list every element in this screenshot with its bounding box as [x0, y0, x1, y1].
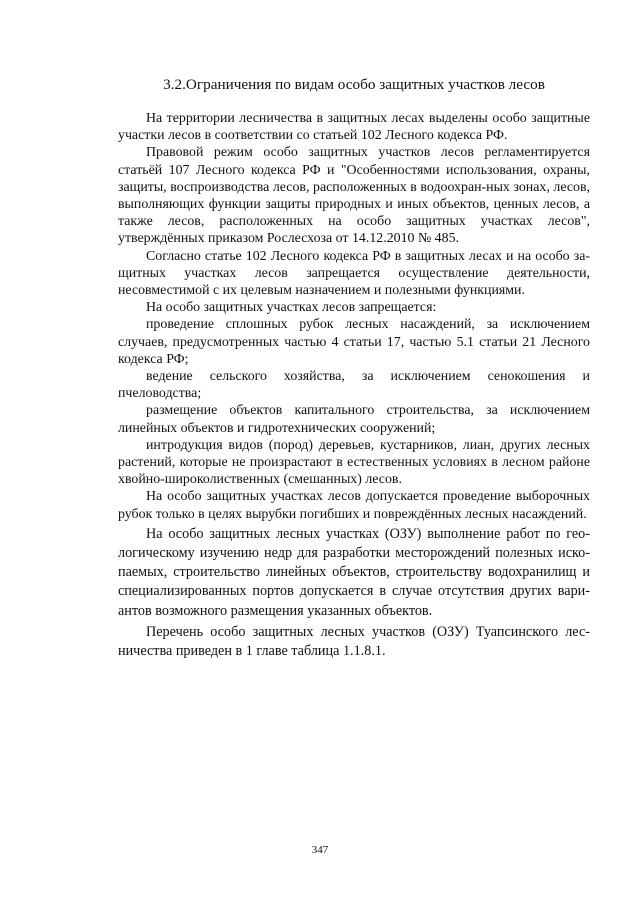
paragraph-article-102: Согласно статье 102 Лесного кодекса РФ в защитных лесах и на особо защитных участках лесов запрещается осуществление деятельности, несовместимой с их целевым назначением и полезными функциями. — [118, 248, 590, 299]
paragraph-selective-felling: На особо защитных участках лесов допускается проведение выборочных рубок только в целях вырубки погибших и повреждённых лесных насаждений. — [118, 489, 590, 522]
body-text — [118, 110, 590, 661]
page-number: 347 — [311, 844, 329, 856]
paragraph-ozu-list: Перечень особо защитных лесных участков (ОЗУ) Туапсинского лесничества приведен в 1 главе таблица 1.1.8.1. — [118, 623, 590, 660]
paragraph-forest-zones: На территории лесничества в защитных лесах выделены особо защитные участки лесов в соответствии со статьей 102 Лесного кодекса РФ. — [118, 111, 590, 144]
section-heading: 3.2.Ограничения по видам особо защитных участков лесов — [163, 76, 545, 93]
paragraph-prohibited-construction: размещение объектов капитального строительства, за исключением линейных объектов и гидротехнических сооружений; — [118, 403, 590, 436]
paragraph-prohibited-agriculture: ведение сельского хозяйства, за исключением сенокошения и пчеловодства; — [118, 369, 590, 402]
paragraph-prohibited-intro: На особо защитных участках лесов запрещается: — [146, 300, 437, 316]
paragraph-prohibited-clear-cutting: проведение сплошных рубок лесных насаждений, за исключением случаев, предусмотренных частью 4 статьи 17, частью 5.1 статьи 21 Лесного кодекса РФ; — [118, 317, 590, 367]
paragraph-prohibited-introduction: интродукция видов (пород) деревьев, кустарников, лиан, других лесных растений, которые не произрастают в естественных условиях в лесном районе хвойно-широколиственных (смешанных) лесов. — [118, 437, 590, 488]
paragraph-legal-regime: Правовой режим особо защитных участков лесов регламентируется статьёй 107 Лесного кодекса РФ и "Особенностями использования, охраны, защиты, воспроизводства лесов, расположенных в водоохран-ных зонах, лесов, выполняющих функции защиты природных и иных объектов, ценных лесов, а также лесов, расположенных на особо защитных участках лесов", утверждённых приказом Рослесхоза от 14.12.2010 № 485. — [118, 145, 590, 247]
paragraph-geological-works: На особо защитных лесных участках (ОЗУ) выполнение работ по геологическому изучению недр для разработки месторождений полезных ископаемых, строительство линейных объектов, строительству водохранилищ и специализированных портов допускается в случае отсутствия других вариантов возможного размещения указанных объектов. — [118, 525, 590, 619]
